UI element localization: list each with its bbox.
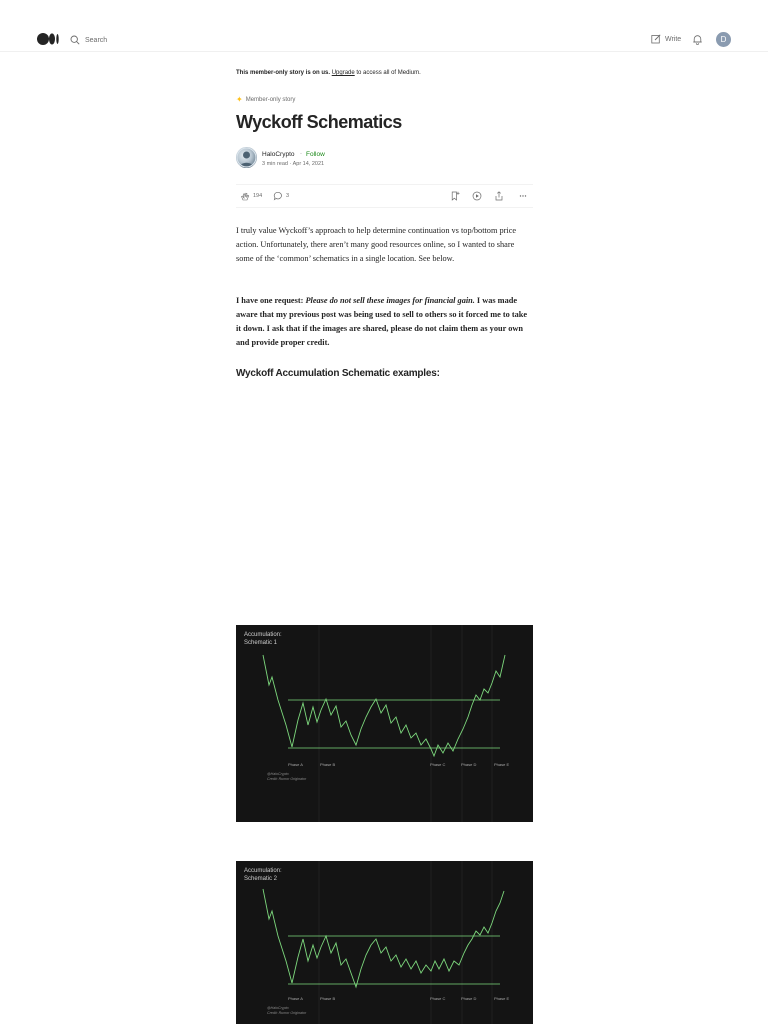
bookmark-add-icon <box>450 191 460 201</box>
phase-label: Phase C <box>430 996 446 1001</box>
author-avatar-image-icon <box>236 147 257 168</box>
top-bar <box>0 0 768 52</box>
member-only-label <box>236 96 533 104</box>
phase-label: Phase A <box>288 762 303 767</box>
share-icon <box>494 191 504 201</box>
read-time: 3 min read <box>262 161 288 167</box>
schematic-1-graphic <box>236 625 533 822</box>
image-credit: @HaloCrypto Credit: Rumor Originator <box>267 1006 307 1015</box>
separator-dot: · <box>289 161 293 167</box>
search-placeholder: Search <box>85 36 108 44</box>
accumulation-schematic-2-image <box>236 861 533 1024</box>
play-icon <box>472 191 482 201</box>
price-path <box>263 889 504 987</box>
phase-label: Phase E <box>494 762 510 767</box>
author-name[interactable]: HaloCrypto <box>262 151 295 158</box>
upgrade-link[interactable]: Upgrade <box>331 70 355 76</box>
notifications-bell-icon[interactable] <box>692 34 703 45</box>
separator-dot: · <box>300 151 302 157</box>
search-input[interactable] <box>70 34 107 46</box>
comment-icon <box>273 191 283 201</box>
article-actions-bar <box>236 184 533 208</box>
member-only-text: Member-only story <box>245 97 296 103</box>
publish-date: Apr 14, 2021 <box>292 161 325 167</box>
phase-label: Phase D <box>461 996 477 1001</box>
accumulation-schematic-1-image <box>236 625 533 822</box>
more-dots-icon <box>518 191 528 201</box>
clap-button[interactable] <box>240 191 262 201</box>
request-rest: I was made aware that my previous post was being used to sell to others so it forced me to take it down. I ask that if the images are shared, please do not claim them as your own and provide proper credit. <box>236 296 528 347</box>
write-icon <box>651 34 661 44</box>
clap-icon <box>240 191 250 201</box>
more-options-button[interactable] <box>518 191 528 201</box>
schematic-2-graphic <box>236 861 533 1024</box>
phase-label: Phase B <box>320 762 336 767</box>
paragraph-intro: I truly value Wyckoff’s approach to help determine continuation vs top/bottom price action. Unfortunately, there aren’t many good resources online, so I wanted to share some of the ‘common’ schematics in a single location. See below. <box>236 226 517 263</box>
member-banner <box>236 70 533 76</box>
write-label: Write <box>665 35 682 43</box>
user-avatar[interactable]: D <box>716 32 731 47</box>
phase-label: Phase C <box>430 762 446 767</box>
save-button[interactable] <box>450 191 460 201</box>
phase-label: Phase E <box>494 996 510 1001</box>
follow-button[interactable]: Follow <box>306 151 325 158</box>
banner-rest-text: to access all of Medium. <box>354 70 421 76</box>
price-path <box>263 655 505 756</box>
request-lead: I have one request: <box>236 296 306 305</box>
section-heading: Wyckoff Accumulation Schematic examples: <box>236 368 440 379</box>
listen-button[interactable] <box>472 191 482 201</box>
share-button[interactable] <box>494 191 504 201</box>
chart-title: Accumulation: Schematic 1 <box>244 632 282 646</box>
chart-title: Accumulation: Schematic 2 <box>244 868 282 882</box>
clap-count: 194 <box>253 193 263 199</box>
search-icon <box>70 35 80 45</box>
banner-bold-text: This member-only story is on us. <box>236 70 331 76</box>
comments-button[interactable] <box>273 191 289 201</box>
phase-label: Phase A <box>288 996 303 1001</box>
author-row <box>236 147 533 169</box>
comment-count: 3 <box>286 193 290 199</box>
phase-label: Phase D <box>461 762 477 767</box>
article-meta <box>262 161 324 167</box>
write-button[interactable] <box>651 34 681 44</box>
star-icon: ✦ <box>236 95 243 104</box>
request-emphasis: Please do not sell these images for financial gain. <box>305 296 475 305</box>
image-credit: @HaloCrypto Credit: Rumor Originator <box>267 772 307 781</box>
medium-logo-icon[interactable] <box>37 33 59 45</box>
article-title: Wyckoff Schematics <box>236 112 402 132</box>
phase-label: Phase B <box>320 996 336 1001</box>
paragraph-request <box>236 294 533 350</box>
author-avatar[interactable] <box>236 147 257 168</box>
